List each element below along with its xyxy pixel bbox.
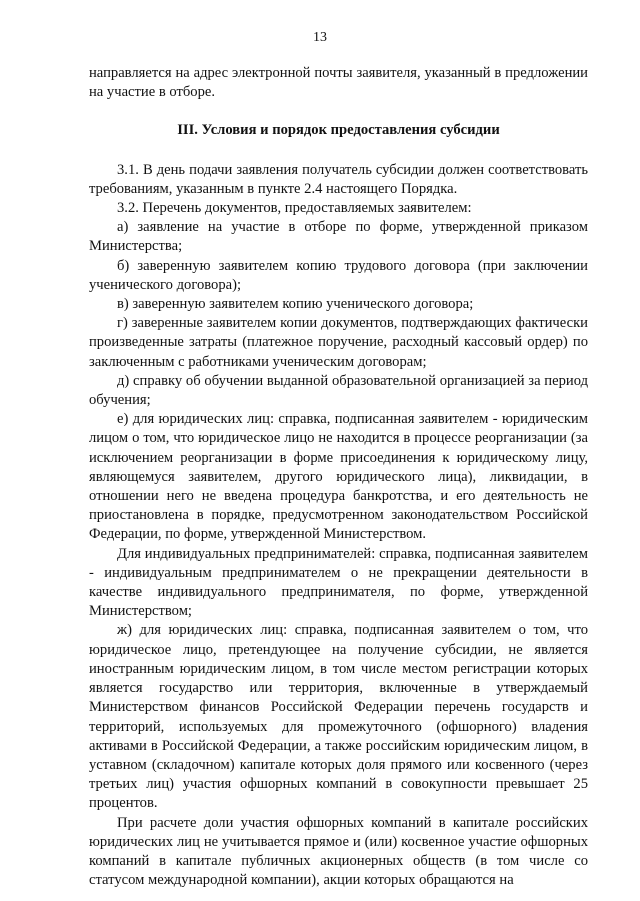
list-item-v: в) заверенную заявителем копию ученического договора; [117,296,474,313]
paragraph-3-1: 3.1. В день подачи заявления получатель субсидии должен соответствовать требованиям, указанным в пункте 2.4 настоящего Порядка. [89,161,588,197]
list-item-d: д) справку об обучении выданной образовательной организацией за период обучения; [89,372,588,409]
document-body [89,64,588,890]
list-item-a: а) заявление на участие в отборе по форме, утвержденной приказом Министерства; [89,219,588,255]
paragraph-continuation: направляется на адрес электронной почты заявителя, указанный в предложении на участие в отборе. [89,65,588,101]
list-item-e: е) для юридических лиц: справка, подписанная заявителем - юридическим лицом о том, что юридическое лицо не находится в процессе реорганизации (за исключением реорганизации в форме присоединения к юридическому лицу, являющемуся заявителем, другого юридического лица), ликвидации, в отношении него не введена процедура банкротства, и его деятельность не приостановлена в порядке, предусмотренном законодательством Российской Федерации, по форме, утвержденной Министерством. [89,411,588,543]
paragraph-3-2: 3.2. Перечень документов, предоставляемых заявителем: [117,200,472,217]
list-item-b: б) заверенную заявителем копию трудового договора (при заключении ученического договора); [89,257,588,293]
list-item-zh: ж) для юридических лиц: справка, подписанная заявителем о том, что юридическое лицо, претендующее на получение субсидии, не является иностранным юридическим лицом, в том числе местом регистрации которых является государство или территория, включенные в утверждаемый Министерством финансов Российской Федерации перечень государств и территорий, используемых для промежуточного (офшорного) владения активами в Российской Федерации, а также российским юридическим лицом, в уставном (складочном) капитале которых доля прямого или косвенного (через третьих лиц) участия офшорных компаний в совокупности превышает 25 процентов. [89,622,588,812]
paragraph-individual-entrepreneurs: Для индивидуальных предпринимателей: справка, подписанная заявителем - индивидуальным предпринимателем о не прекращении деятельности в качестве индивидуального предпринимателя, по форме, утвержденной Министерством; [89,545,588,620]
list-item-g: г) заверенные заявителем копии документов, подтверждающих фактически произведенные затраты (платежное поручение, расходный кассовый ордер) по заключенным с работниками ученическим договорам; [89,315,588,370]
page-number: 13 [313,30,327,45]
section-heading: III. Условия и порядок предоставления субсидии [177,122,500,139]
paragraph-offshore-calculation: При расчете доли участия офшорных компаний в капитале российских юридических лиц не учитывается прямое и (или) косвенное участие офшорных компаний в капитале публичных акционерных обществ (в том числе со статусом международной компании), акции которых обращаются на [89,814,588,889]
